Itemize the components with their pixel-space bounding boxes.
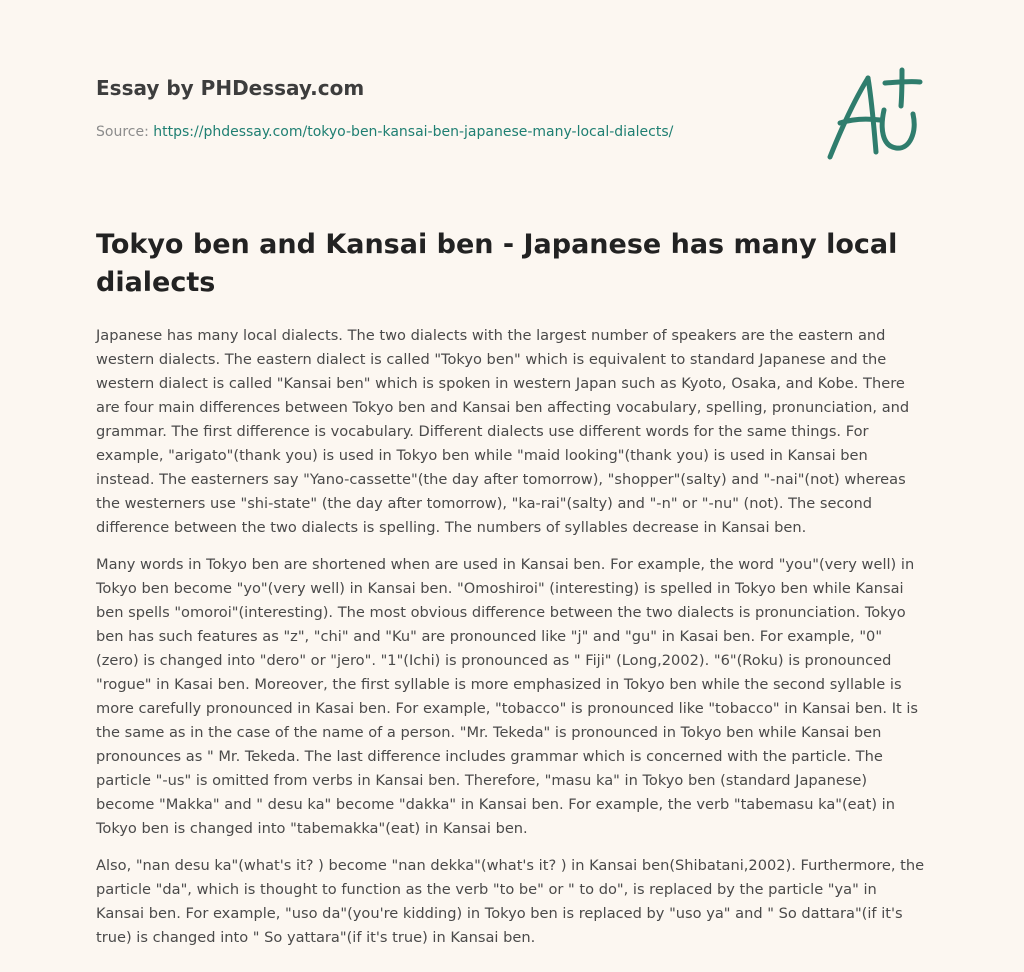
site-title: Essay by PHDessay.com	[96, 76, 365, 100]
page-header	[96, 0, 928, 200]
essay-paragraph: Also, "nan desu ka"(what's it? ) become "nan dekka"(what's it? ) in Kansai ben(Shibatani,2002). Furthermore, the particle "da", which is thought to function as the verb "to be" or " to do", is replaced by the particle "ya" in Kansai ben. For example, "uso da"(you're kidding) in Tokyo ben is replaced by "uso ya" and " So dattara"(if it's true) is changed into " So yattara"(if it's true) in Kansai ben.	[96, 857, 925, 946]
essay-title: Tokyo ben and Kansai ben - Japanese has many local dialects	[96, 229, 898, 298]
essay-paragraph: Many words in Tokyo ben are shortened when are used in Kansai ben. For example, the word "you"(very well) in Tokyo ben become "yo"(very well) in Kansai ben. "Omoshiroi" (interesting) is spelled in Tokyo ben while Kansai ben spells "omoroi"(interesting). The most obvious difference between the two dialects is pronunciation. Tokyo ben has such features as "z", "chi" and "Ku" are pronounced like "j" and "gu" in Kasai ben. For example, "0" (zero) is changed into "dero" or "jero". "1"(Ichi) is pronounced as " Fiji" (Long,2002). "6"(Roku) is pronounced "rogue" in Kasai ben. Moreover, the first syllable is more emphasized in Tokyo ben while the second syllable is more carefully pronounced in Kasai ben. For example, "tobacco" is pronounced like "tobacco" in Kansai ben. It is the same as in the case of the name of a person. "Mr. Tekeda" is pronounced in Tokyo ben while Kansai ben pronounces as " Mr. Tekeda. The last difference includes grammar which is concerned with the particle. The particle "-us" is omitted from verbs in Kansai ben. Therefore, "masu ka" in Tokyo ben (standard Japanese) become "Makka" and " desu ka" become "dakka" in Kansai ben. For example, the verb "tabemasu ka"(eat) in Tokyo ben is changed into "tabemakka"(eat) in Kansai ben.	[96, 556, 919, 837]
essay-paragraph: Japanese has many local dialects. The two dialects with the largest number of speakers are the eastern and western dialects. The eastern dialect is called "Tokyo ben" which is equivalent to standard Japanese and the western dialect is called "Kansai ben" which is spoken in western Japan such as Kyoto, Osaka, and Kobe. There are four main differences between Tokyo ben and Kansai ben affecting vocabulary, spelling, pronunciation, and grammar. The first difference is vocabulary. Different dialects use different words for the same things. For example, "arigato"(thank you) is used in Tokyo ben while "maid looking"(thank you) is used in Kansai ben instead. The easterners say "Yano-cassette"(the day after tomorrow), "shopper"(salty) and "-nai"(not) whereas the westerners use "shi-state" (the day after tomorrow), "ka-rai"(salty) and "-n" or "-nu" (not). The second difference between the two dialects is spelling. The numbers of syllables decrease in Kansai ben.	[96, 327, 910, 536]
source-link[interactable]: https://phdessay.com/tokyo-ben-kansai-ben-japanese-many-local-dialects/	[153, 124, 674, 140]
essay-body	[96, 324, 928, 963]
source-line	[96, 124, 673, 140]
source-label: Source:	[96, 124, 154, 140]
a-plus-logo-icon	[824, 66, 928, 166]
